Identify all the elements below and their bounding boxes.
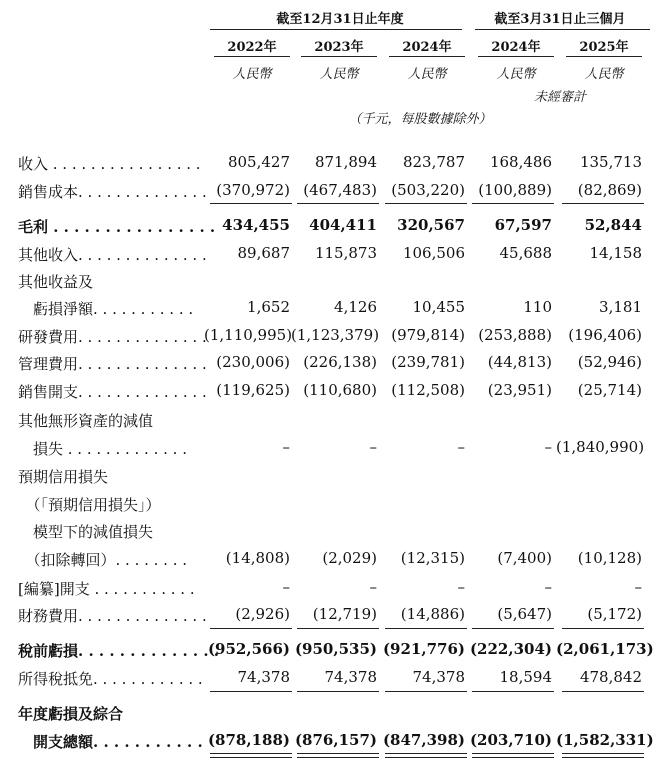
row-value: – [544, 578, 552, 596]
row-value: – [282, 438, 290, 456]
table-row [0, 438, 660, 464]
row-value: 3,181 [599, 298, 642, 316]
row-value: (100,889) [478, 181, 552, 199]
row-value: (979,814) [391, 326, 465, 344]
row-value: (952,566) [207, 640, 290, 658]
row-value: (467,483) [303, 181, 377, 199]
table-row [0, 466, 660, 492]
row-value: (230,006) [216, 353, 290, 371]
row-value: (14,886) [400, 605, 465, 623]
subtotal-rule [472, 203, 554, 204]
subtotal-rule [385, 691, 467, 692]
row-value: 52,844 [584, 216, 642, 234]
row-label: 預期信用損失 [18, 468, 109, 486]
row-value: (2,029) [322, 549, 377, 567]
row-label: 毛利 . . . . . . . . . . . . . . . . [18, 218, 216, 236]
table-row [0, 410, 660, 436]
row-label: 管理費用. . . . . . . . . . . . . . [18, 355, 207, 373]
table-row [0, 353, 660, 379]
row-label: 收入 . . . . . . . . . . . . . . . . [18, 155, 201, 173]
row-value: 45,688 [499, 244, 552, 262]
total-double-rule [562, 753, 644, 758]
row-label: [編纂]開支 . . . . . . . . . . . [18, 580, 195, 598]
row-label: 虧損淨額. . . . . . . . . . . [18, 300, 194, 318]
row-value: 478,842 [579, 668, 642, 686]
row-value: 89,687 [237, 244, 290, 262]
row-value: 404,411 [309, 216, 377, 234]
year-header-2: 2024年 [402, 40, 452, 55]
currency-label-0: 人民幣 [232, 67, 272, 82]
row-value: (370,972) [216, 181, 290, 199]
table-row [0, 703, 660, 729]
row-value: 871,894 [314, 153, 377, 171]
row-label: 稅前虧損. . . . . . . . . . . . . . [18, 642, 219, 660]
table-row [0, 521, 660, 547]
row-label: 模型下的減值損失 [18, 523, 154, 541]
row-label: 其他收入. . . . . . . . . . . . . . [18, 246, 207, 264]
row-value: (921,776) [382, 640, 465, 658]
table-row [0, 271, 660, 297]
row-value: – [457, 578, 465, 596]
row-label: 銷售開支. . . . . . . . . . . . . . [18, 383, 207, 401]
year-underline-3 [478, 56, 554, 57]
row-label: 研發費用. . . . . . . . . . . . . . [18, 328, 207, 346]
row-value: 805,427 [227, 153, 290, 171]
row-value: 110 [523, 298, 552, 316]
currency-label-4: 人民幣 [584, 67, 624, 82]
row-value: (14,808) [225, 549, 290, 567]
subtotal-rule [472, 691, 554, 692]
row-value: – [282, 578, 290, 596]
unit-note: （千元，每股數據除外） [348, 112, 492, 127]
row-value: (52,946) [577, 353, 642, 371]
row-value: (2,926) [235, 605, 290, 623]
row-value: (25,714) [577, 381, 642, 399]
year-underline-1 [301, 56, 377, 57]
row-value: 74,378 [237, 668, 290, 686]
row-label: 銷售成本. . . . . . . . . . . . . . [18, 183, 207, 201]
row-value: 10,455 [412, 298, 465, 316]
row-value: (1,110,995) [204, 326, 293, 344]
row-value: 168,486 [489, 153, 552, 171]
year-underline-2 [389, 56, 465, 57]
row-value: – [544, 438, 552, 456]
currency-label-3: 人民幣 [496, 67, 536, 82]
subtotal-rule [385, 203, 467, 204]
unaudited-note: 未經審計 [533, 90, 586, 105]
row-value: (5,172) [587, 605, 642, 623]
subtotal-rule [210, 691, 292, 692]
row-value: (1,840,990) [556, 438, 645, 456]
row-value: 106,506 [402, 244, 465, 262]
row-value: (112,508) [391, 381, 465, 399]
row-value: 434,455 [222, 216, 290, 234]
total-double-rule [297, 753, 379, 758]
row-label: 損失 . . . . . . . . . . . . . [18, 440, 187, 458]
row-value: (950,535) [294, 640, 377, 658]
row-value: 18,594 [499, 668, 552, 686]
subtotal-rule [210, 203, 292, 204]
row-value: 823,787 [402, 153, 465, 171]
currency-label-2: 人民幣 [407, 67, 447, 82]
row-value: 320,567 [397, 216, 465, 234]
year-header-1: 2023年 [314, 40, 364, 55]
row-value: (82,869) [577, 181, 642, 199]
year-header-4: 2025年 [579, 40, 629, 55]
row-value: (119,625) [216, 381, 290, 399]
subtotal-rule [210, 628, 292, 629]
row-value: (1,123,379) [291, 326, 380, 344]
year-underline-4 [566, 56, 642, 57]
table-row [0, 578, 660, 604]
group-underline-annual [210, 29, 462, 30]
table-row [0, 549, 660, 575]
row-value: 14,158 [589, 244, 642, 262]
subtotal-rule [562, 691, 644, 692]
row-value: 1,652 [247, 298, 290, 316]
year-header-0: 2022年 [227, 40, 277, 55]
row-value: – [369, 578, 377, 596]
row-value: (23,951) [487, 381, 552, 399]
table-row [0, 298, 660, 324]
table-row [0, 216, 660, 242]
table-row [0, 494, 660, 520]
row-value: (12,315) [400, 549, 465, 567]
row-label: （「預期信用損失」） [18, 496, 161, 514]
table-row [0, 244, 660, 270]
row-value: (239,781) [391, 353, 465, 371]
row-label: 開支總額. . . . . . . . . . . [18, 733, 203, 751]
row-value: (5,647) [497, 605, 552, 623]
subtotal-rule [562, 628, 644, 629]
subtotal-rule [472, 628, 554, 629]
group-header-quarter: 截至3月31日止三個月 [494, 12, 626, 27]
table-row [0, 640, 660, 666]
year-underline-0 [214, 56, 290, 57]
subtotal-rule [297, 203, 379, 204]
row-label: 財務費用. . . . . . . . . . . . . . [18, 607, 207, 625]
row-value: – [634, 578, 642, 596]
year-header-3: 2024年 [491, 40, 541, 55]
row-value: 4,126 [334, 298, 377, 316]
row-value: (1,582,331) [556, 731, 654, 749]
row-value: (10,128) [577, 549, 642, 567]
subtotal-rule [297, 691, 379, 692]
table-row [0, 326, 660, 352]
total-double-rule [472, 753, 554, 758]
total-double-rule [385, 753, 467, 758]
row-label: 年度虧損及綜合 [18, 705, 124, 723]
total-double-rule [210, 753, 292, 758]
row-value: (253,888) [478, 326, 552, 344]
subtotal-rule [385, 628, 467, 629]
row-value: (503,220) [391, 181, 465, 199]
row-label: （扣除轉回）. . . . . . . . [18, 551, 188, 569]
table-row [0, 153, 660, 179]
row-value: (226,138) [303, 353, 377, 371]
row-value: 135,713 [579, 153, 642, 171]
row-value: (203,710) [469, 731, 552, 749]
row-value: (12,719) [312, 605, 377, 623]
currency-label-1: 人民幣 [319, 67, 359, 82]
row-value: 67,597 [494, 216, 552, 234]
row-label: 其他無形資產的減值 [18, 412, 154, 430]
group-header-annual: 截至12月31日止年度 [276, 12, 404, 27]
row-value: (2,061,173) [556, 640, 654, 658]
row-value: (44,813) [487, 353, 552, 371]
subtotal-rule [297, 628, 379, 629]
row-value: (222,304) [469, 640, 552, 658]
row-value: (847,398) [382, 731, 465, 749]
row-value: (196,406) [568, 326, 642, 344]
row-value: (876,157) [294, 731, 377, 749]
row-value: 115,873 [314, 244, 377, 262]
row-value: (878,188) [207, 731, 290, 749]
row-label: 所得稅抵免. . . . . . . . . . . . [18, 670, 203, 688]
row-value: – [369, 438, 377, 456]
row-label: 其他收益及 [18, 273, 94, 291]
row-value: 74,378 [324, 668, 377, 686]
subtotal-rule [562, 203, 644, 204]
row-value: – [457, 438, 465, 456]
table-row [0, 381, 660, 407]
row-value: 74,378 [412, 668, 465, 686]
row-value: (7,400) [497, 549, 552, 567]
group-underline-quarter [475, 29, 650, 30]
row-value: (110,680) [303, 381, 377, 399]
